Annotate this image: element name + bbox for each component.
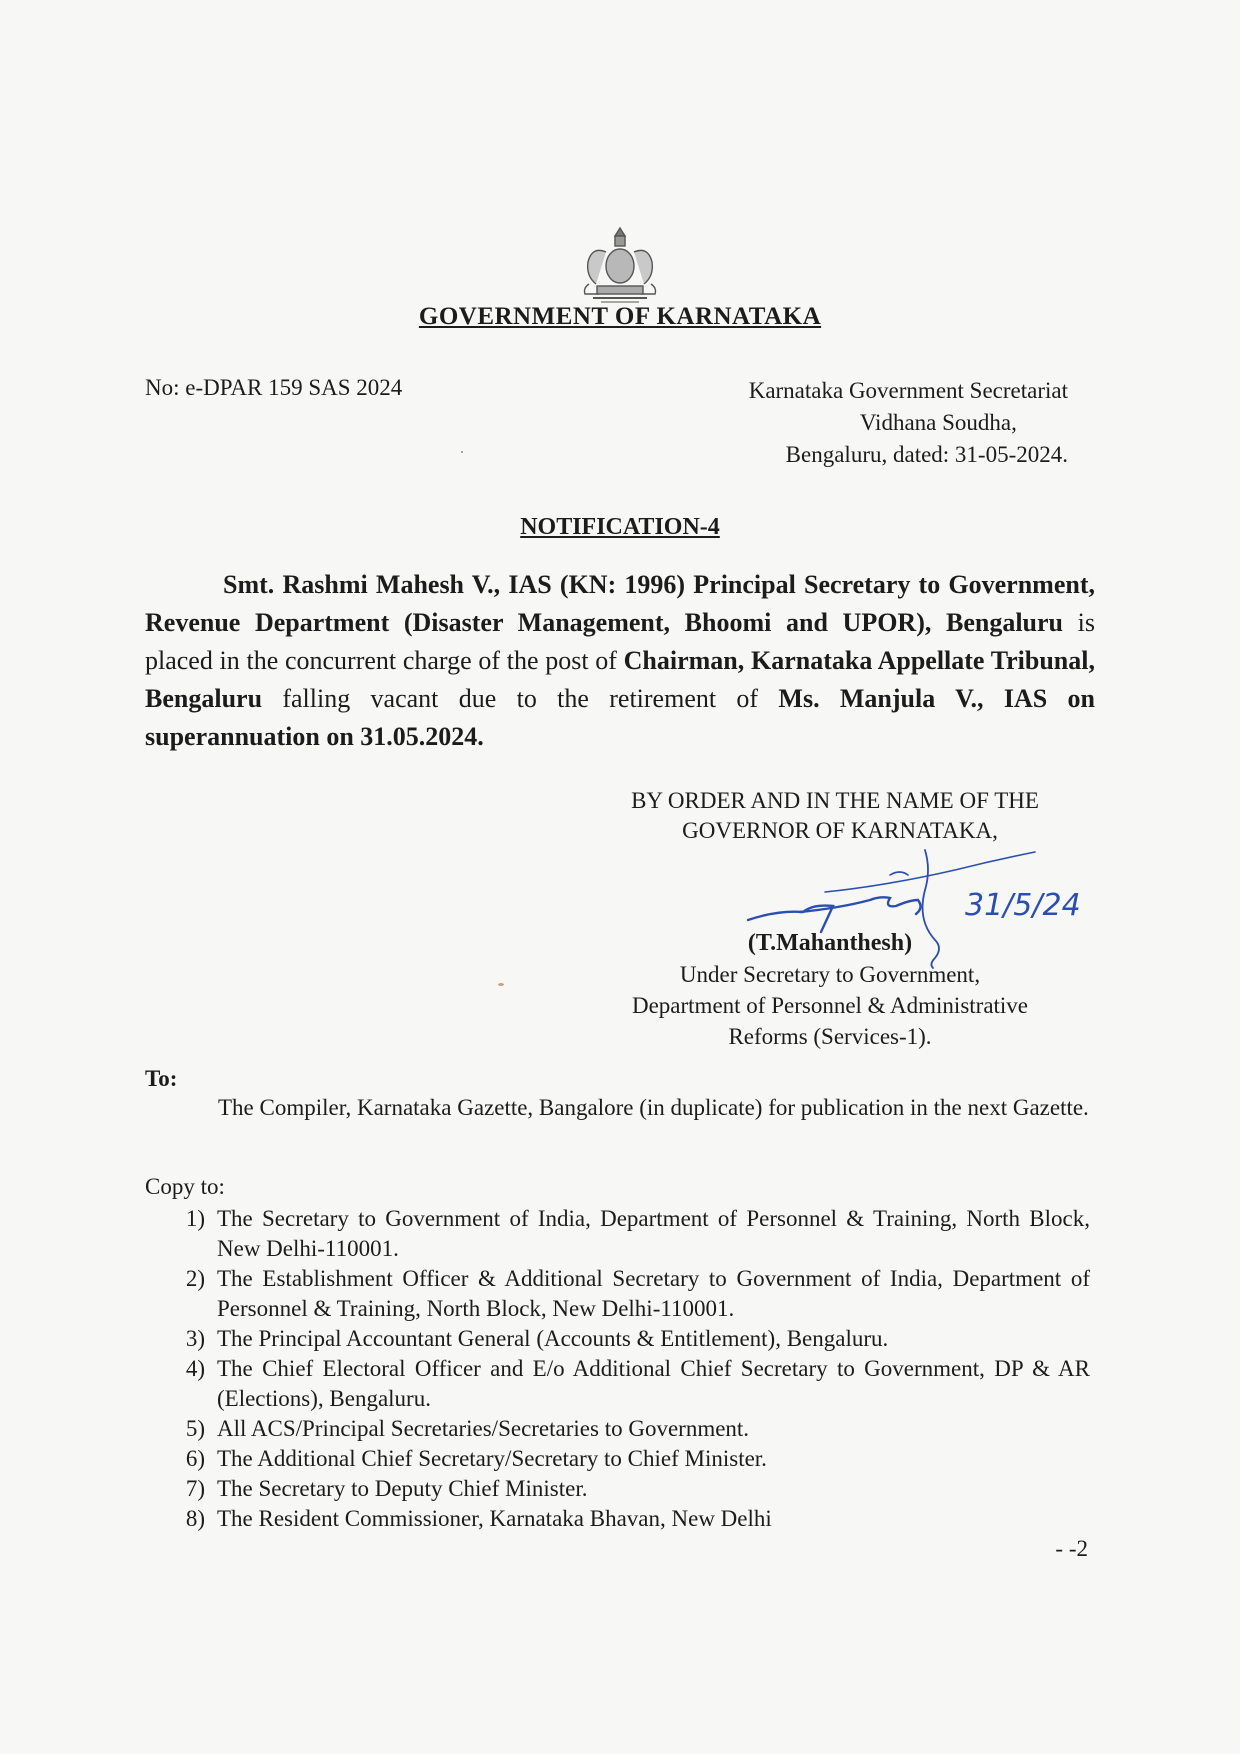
list-item-number: 8) [185, 1506, 205, 1531]
list-item [145, 1474, 1090, 1504]
signatory-name: (T.Mahanthesh) [747, 930, 913, 956]
list-item-number: 2) [185, 1266, 205, 1291]
list-item [145, 1444, 1090, 1474]
list-item [145, 1354, 1090, 1414]
copy-to-label: Copy to: [145, 1174, 225, 1199]
list-item-text: The Chief Electoral Officer and E/o Additional Chief Secretary to Government, DP & AR (Elections), Bengaluru. [217, 1356, 1090, 1411]
order-line-1: BY ORDER AND IN THE NAME OF THE [631, 788, 1039, 813]
address-line-1: Karnataka Government Secretariat [748, 378, 1068, 403]
body-text-1: is placed in the concurrent charge of the post of [145, 608, 1095, 675]
list-item-number: 1) [185, 1206, 205, 1231]
list-item-text: The Establishment Officer & Additional Secretary to Government of India, Department of Personnel & Training, North Block, New Delhi-110001. [217, 1266, 1090, 1321]
to-label: To: [145, 1066, 178, 1091]
list-item [145, 1204, 1090, 1264]
list-item [145, 1414, 1090, 1444]
list-item-text: The Secretary to Government of India, Department of Personnel & Training, North Block, New Delhi-110001. [217, 1206, 1090, 1261]
reference-number: No: e-DPAR 159 SAS 2024 [145, 375, 403, 400]
signatory-block [590, 928, 1070, 1052]
issuing-address [749, 375, 1068, 471]
list-item-text: The Additional Chief Secretary/Secretary to Chief Minister. [217, 1446, 767, 1471]
list-item-number: 3) [185, 1326, 205, 1351]
order-line-2: GOVERNOR OF KARNATAKA, [682, 818, 998, 843]
retiring-officer: Ms. Manjula V., IAS on superannuation on 31.05.2024. [145, 684, 1095, 751]
scan-speck [461, 451, 463, 453]
list-item-number: 7) [185, 1476, 205, 1501]
address-line-2: Vidhana Soudha, [859, 410, 1017, 435]
signatory-designation-3: Reforms (Services-1). [728, 1024, 932, 1049]
list-item-text: The Secretary to Deputy Chief Minister. [217, 1476, 588, 1501]
list-item-text: The Resident Commissioner, Karnataka Bhavan, New Delhi [217, 1506, 772, 1531]
notification-heading: NOTIFICATION-4 [520, 514, 720, 540]
list-item-number: 6) [185, 1446, 205, 1471]
post-name: Chairman, Karnataka Appellate Tribunal, Bengaluru [145, 646, 1095, 713]
signature-date: 31/5/24 [965, 888, 1081, 923]
scan-speck [498, 983, 504, 986]
notification-body [145, 566, 1095, 756]
page-title: GOVERNMENT OF KARNATAKA [418, 303, 822, 330]
list-item [145, 1504, 1090, 1534]
list-item-text: All ACS/Principal Secretaries/Secretaries to Government. [217, 1416, 750, 1441]
list-item [145, 1324, 1090, 1354]
signatory-designation-1: Under Secretary to Government, [679, 962, 981, 987]
page-continuation-marker: - -2 [1055, 1536, 1088, 1561]
list-item-number: 5) [185, 1416, 205, 1441]
list-item [145, 1264, 1090, 1324]
to-recipient: The Compiler, Karnataka Gazette, Bangalore (in duplicate) for publication in the next Gazette. [218, 1095, 1089, 1120]
list-item-number: 4) [185, 1356, 205, 1381]
copy-to-list [145, 1204, 1090, 1534]
signatory-designation-2: Department of Personnel & Administrative [631, 993, 1029, 1018]
officer-name-designation: Smt. Rashmi Mahesh V., IAS (KN: 1996) Principal Secretary to Government, Revenue Department (Disaster Management, Bhoomi and UPOR), Bengaluru [145, 570, 1095, 637]
body-text-2: falling vacant due to the retirement of [262, 684, 779, 713]
address-line-3: Bengaluru, dated: 31-05-2024. [785, 442, 1068, 467]
list-item-text: The Principal Accountant General (Accounts & Entitlement), Bengaluru. [217, 1326, 889, 1351]
karnataka-state-emblem-icon [575, 222, 665, 306]
